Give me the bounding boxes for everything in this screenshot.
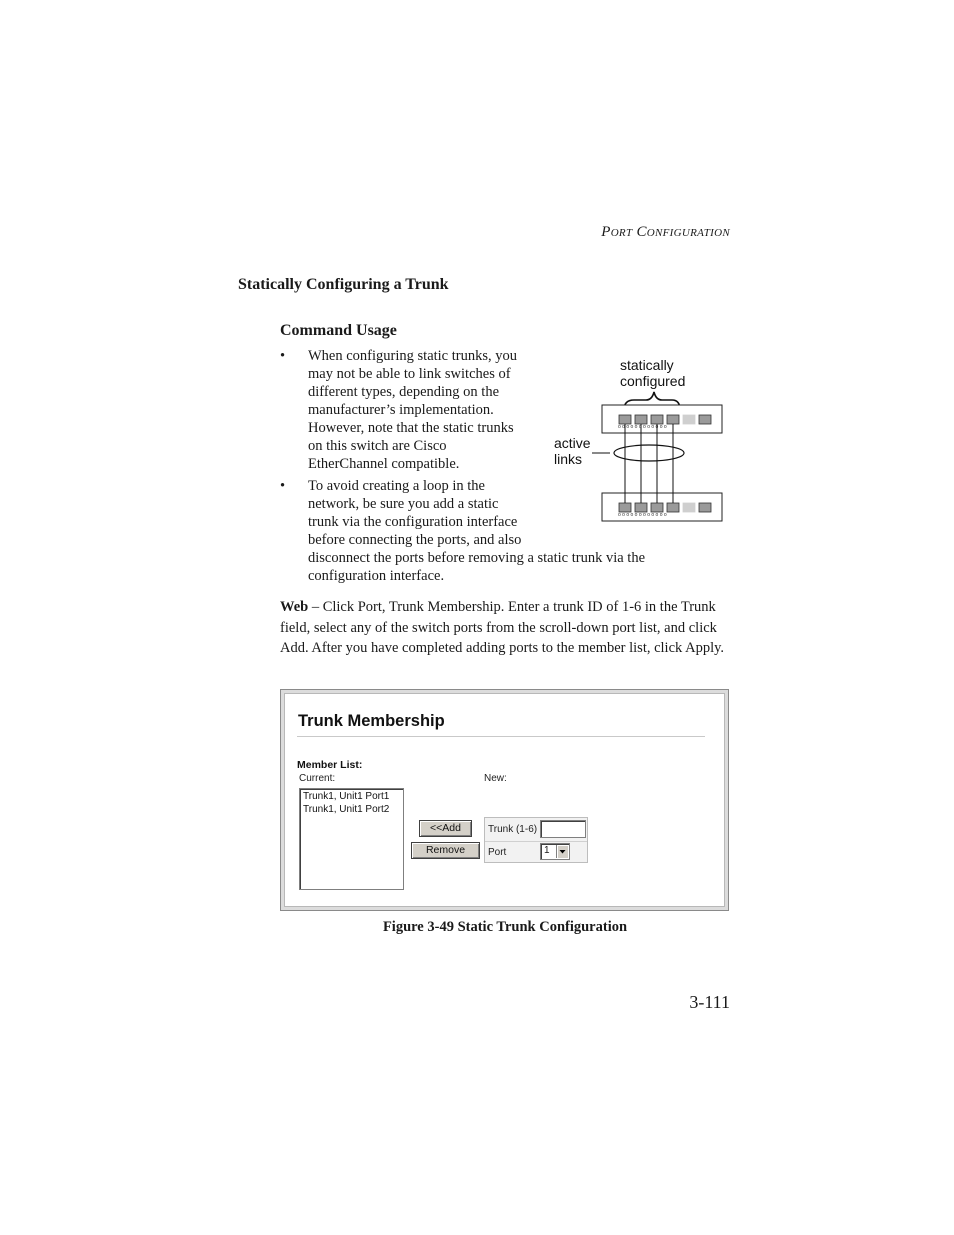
list-item[interactable]: Trunk1, Unit1 Port2 [303,803,390,815]
switch-diagram-graphic [552,352,732,532]
new-member-form [484,817,588,863]
svg-text:o o o o o o o o o o o o: o o o o o o o o o o o o [618,424,667,430]
figure-screenshot [280,689,729,911]
new-label: New: [484,773,507,784]
dropdown-arrow-icon[interactable] [556,845,568,858]
member-list-label: Member List: [297,759,363,771]
trunk-label: Trunk (1-6) [488,824,538,835]
diagram-label-statically-configured: statically configured [620,357,686,389]
running-header: PORT CONFIGURATION [601,224,730,240]
form-divider [485,841,587,842]
list-item[interactable]: Trunk1, Unit1 Port1 [303,791,390,802]
diagram-label-active-links: active links [554,435,591,467]
port-selected-value: 1 [544,845,550,856]
figure-caption: Figure 3-49 Static Trunk Configuration [382,919,628,935]
port-label: Port [488,847,507,858]
trunk-input[interactable] [540,820,586,838]
title-divider [297,736,705,737]
subsection-title: Command Usage [280,322,397,339]
bullet-text: When configuring static trunks, you may not be able to link switches of different types, depending on the manufacturer’s implementation. However, note that the static trunks on this switch are Cisco EtherChannel compatible. [308,348,517,472]
panel-title: Trunk Membership [298,712,445,730]
trunk-diagram [552,352,732,532]
bullet-marker: • [280,478,286,494]
current-label: Current: [299,773,336,784]
svg-text:o o o o o o o o o o o o: o o o o o o o o o o o o [618,512,667,518]
remove-button[interactable]: Remove [411,842,480,859]
current-members-list[interactable] [299,788,404,890]
bullet-text: To avoid creating a loop in the network, be sure you add a static trunk via the configuration interface before connecting the ports, and also disconnect the ports before removing a static trunk via the configuration interface. [308,478,646,584]
page-number: 3-111 [689,992,730,1012]
trunk-membership-panel [284,693,725,907]
add-button[interactable]: <<Add [419,820,472,837]
web-instructions: Web – Click Port, Trunk Membership. Enter a trunk ID of 1-6 in the Trunk field, select any of the switch ports from the scroll-down port list, and click Add. After you have completed adding ports to the member list, click Apply. [280,599,725,656]
section-title: Statically Configuring a Trunk [238,276,449,293]
port-select[interactable] [540,843,570,860]
trunk-links [625,424,673,503]
bullet-marker: • [280,348,286,364]
